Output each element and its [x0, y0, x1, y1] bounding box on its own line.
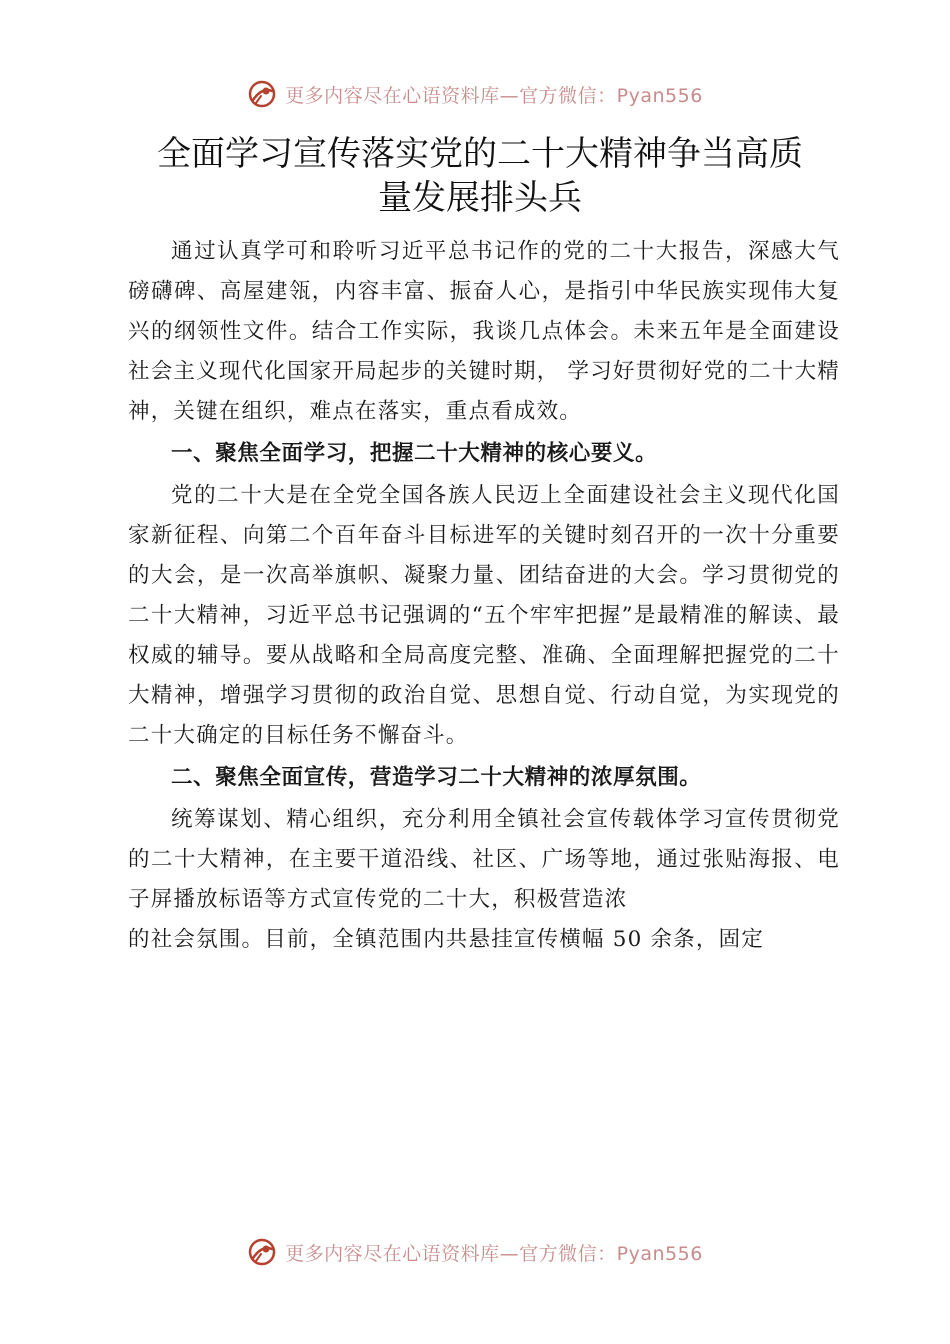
watermark-text: 更多内容尽在心语资料库—官方微信：Pyan556: [285, 84, 703, 107]
title-line-2: 量发展排头兵: [378, 178, 582, 218]
brand-logo-icon: [247, 1237, 277, 1267]
section-heading-1: 一、聚焦全面学习，把握二十大精神的核心要义。: [171, 441, 658, 466]
document-title: [100, 132, 860, 220]
watermark-banner-top: [0, 74, 950, 114]
brand-logo-icon: [247, 79, 277, 109]
watermark-banner-bottom: [0, 1232, 950, 1272]
paragraph-section-2: 统筹谋划、精心组织，充分利用全镇社会宣传载体学习宣传贯彻党的二十大精神，在主要干道沿线、社区、广场等地，通过张贴海报、电子屏播放标语等方式宣传党的二十大，积极营造浓: [128, 807, 840, 912]
paragraph-section-2-continued: 的社会氛围。目前，全镇范围内共悬挂宣传横幅 50 余条，固定: [128, 927, 765, 952]
document-body: [128, 232, 840, 960]
paragraph-section-1: 党的二十大是在全党全国各族人民迈上全面建设社会主义现代化国家新征程、向第二个百年奋斗目标进军的关键时刻召开的一次十分重要的大会，是一次高举旗帜、凝聚力量、团结奋进的大会。学习贯彻党的二十大精神，习近平总书记强调的“五个牢牢把握”是最精准的解读、最权威的辅导。要从战略和全局高度完整、准确、全面理解把握党的二十大精神，增强学习贯彻的政治自觉、思想自觉、行动自觉，为实现党的二十大确定的目标任务不懈奋斗。: [128, 483, 840, 748]
title-line-1: 全面学习宣传落实党的二十大精神争当高质: [157, 134, 803, 174]
section-heading-2: 二、聚焦全面宣传，营造学习二十大精神的浓厚氛围。: [171, 765, 702, 790]
paragraph-intro: 通过认真学可和聆听习近平总书记作的党的二十大报告，深感大气磅礴碑、高屋建瓴，内容丰富、振奋人心，是指引中华民族实现伟大复兴的纲领性文件。结合工作实际，我谈几点体会。未来五年是全面建设社会主义现代化国家开局起步的关键时期， 学习好贯彻好党的二十大精神，关键在组织，难点在落实，重点看成效。: [128, 239, 840, 424]
watermark-text: 更多内容尽在心语资料库—官方微信：Pyan556: [285, 1242, 703, 1265]
